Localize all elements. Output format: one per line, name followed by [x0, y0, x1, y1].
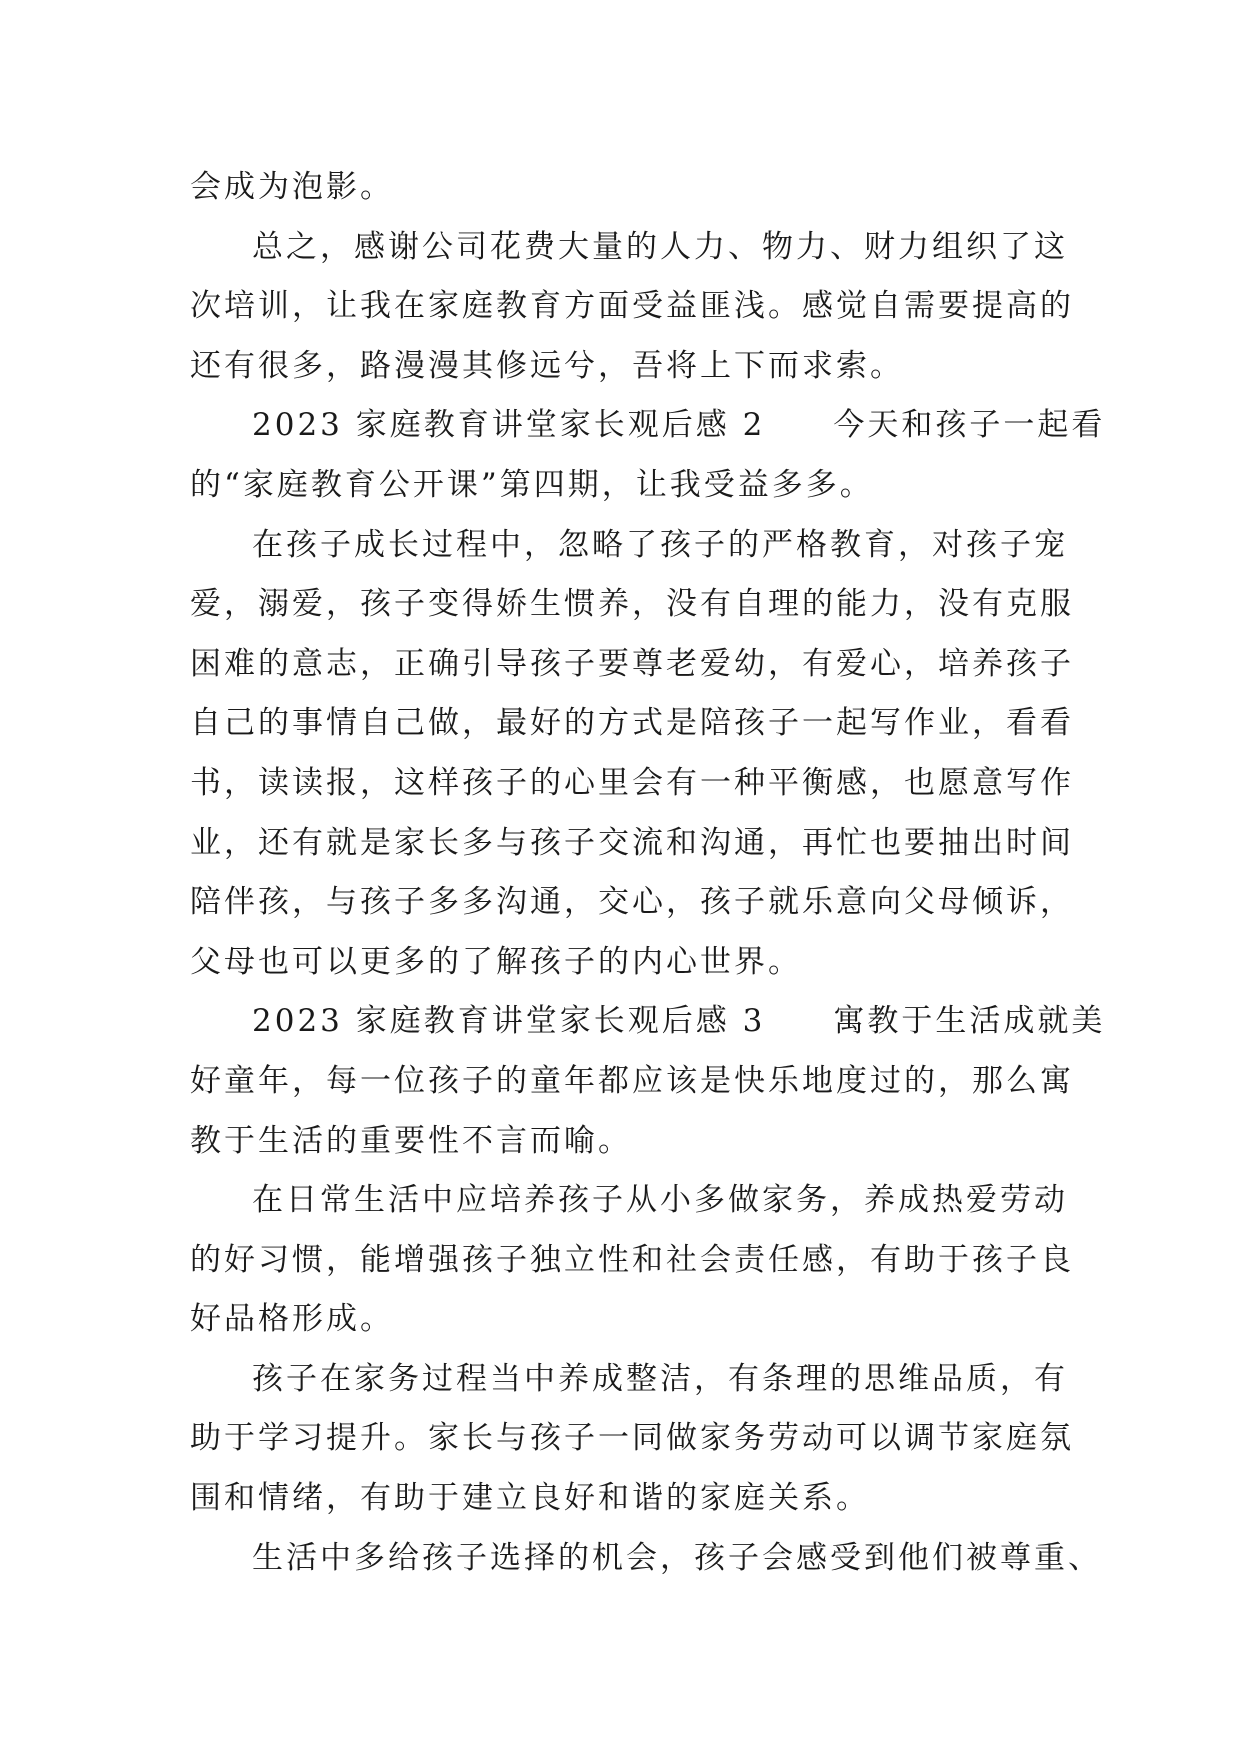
text-line-17	[190, 1112, 1060, 1172]
line-text: 父母也可以更多的了解孩子的内心世界。	[190, 943, 802, 980]
text-line-2	[190, 218, 1068, 278]
section-heading-2	[190, 396, 1106, 456]
text-line-13	[190, 873, 1074, 933]
text-line-7	[190, 516, 1068, 576]
text-line-22	[190, 1409, 1074, 1469]
line-text: 教于生活的重要性不言而喻。	[190, 1122, 632, 1159]
line-text: 困难的意志，正确引导孩子要尊老爱幼，有爱心，培养孩子	[190, 645, 1074, 682]
text-line-4	[190, 337, 1060, 397]
text-line-12	[190, 814, 1074, 874]
line-text: 总之，感谢公司花费大量的人力、物力、财力组织了这	[252, 228, 1068, 265]
line-text: 陪伴孩，与孩子多多沟通，交心，孩子就乐意向父母倾诉，	[190, 884, 1074, 921]
text-line-18	[190, 1171, 1068, 1231]
text-line-11	[190, 754, 1074, 814]
line-text: 的好习惯，能增强孩子独立性和社会责任感，有助于孩子良	[190, 1241, 1074, 1278]
text-line-24	[190, 1529, 1102, 1589]
line-text: 次培训，让我在家庭教育方面受益匪浅。感觉自需要提高的	[190, 288, 1074, 325]
text-line-9	[190, 635, 1074, 695]
text-line-8	[190, 575, 1074, 635]
line-text: 2023 家庭教育讲堂家长观后感 2 今天和孩子一起看	[252, 407, 1106, 444]
line-text: 孩子在家务过程当中养成整洁，有条理的思维品质，有	[252, 1360, 1068, 1397]
line-text: 生活中多给孩子选择的机会，孩子会感受到他们被尊重、	[252, 1539, 1102, 1576]
line-text: 好童年，每一位孩子的童年都应该是快乐地度过的，那么寓	[190, 1062, 1074, 1099]
text-line-6	[190, 456, 1060, 516]
section-heading-3	[190, 992, 1106, 1052]
text-line-20	[190, 1290, 1060, 1350]
line-text: 书，读读报，这样孩子的心里会有一种平衡感，也愿意写作	[190, 764, 1074, 801]
text-line-19	[190, 1231, 1074, 1291]
line-text: 助于学习提升。家长与孩子一同做家务劳动可以调节家庭氛	[190, 1420, 1074, 1457]
text-line-3	[190, 277, 1074, 337]
text-line-10	[190, 694, 1074, 754]
line-text: 在孩子成长过程中，忽略了孩子的严格教育，对孩子宠	[252, 526, 1068, 563]
line-text: 的“家庭教育公开课”第四期，让我受益多多。	[190, 466, 874, 503]
line-text: 自己的事情自己做，最好的方式是陪孩子一起写作业，看看	[190, 705, 1074, 742]
text-line-16	[190, 1052, 1074, 1112]
line-text: 爱，溺爱，孩子变得娇生惯养，没有自理的能力，没有克服	[190, 586, 1074, 623]
line-text: 在日常生活中应培养孩子从小多做家务，养成热爱劳动	[252, 1182, 1068, 1219]
line-text: 还有很多，路漫漫其修远兮，吾将上下而求索。	[190, 347, 904, 384]
document-body	[190, 158, 1106, 1588]
line-text: 2023 家庭教育讲堂家长观后感 3 寓教于生活成就美	[252, 1003, 1106, 1040]
text-line-23	[190, 1469, 1060, 1529]
text-line-21	[190, 1350, 1068, 1410]
line-text: 会成为泡影。	[190, 169, 394, 205]
text-line-14	[190, 933, 1060, 993]
line-text: 业，还有就是家长多与孩子交流和沟通，再忙也要抽出时间	[190, 824, 1074, 861]
line-text: 好品格形成。	[190, 1301, 394, 1338]
line-text: 围和情绪，有助于建立良好和谐的家庭关系。	[190, 1480, 870, 1517]
text-line-1	[190, 158, 1060, 218]
